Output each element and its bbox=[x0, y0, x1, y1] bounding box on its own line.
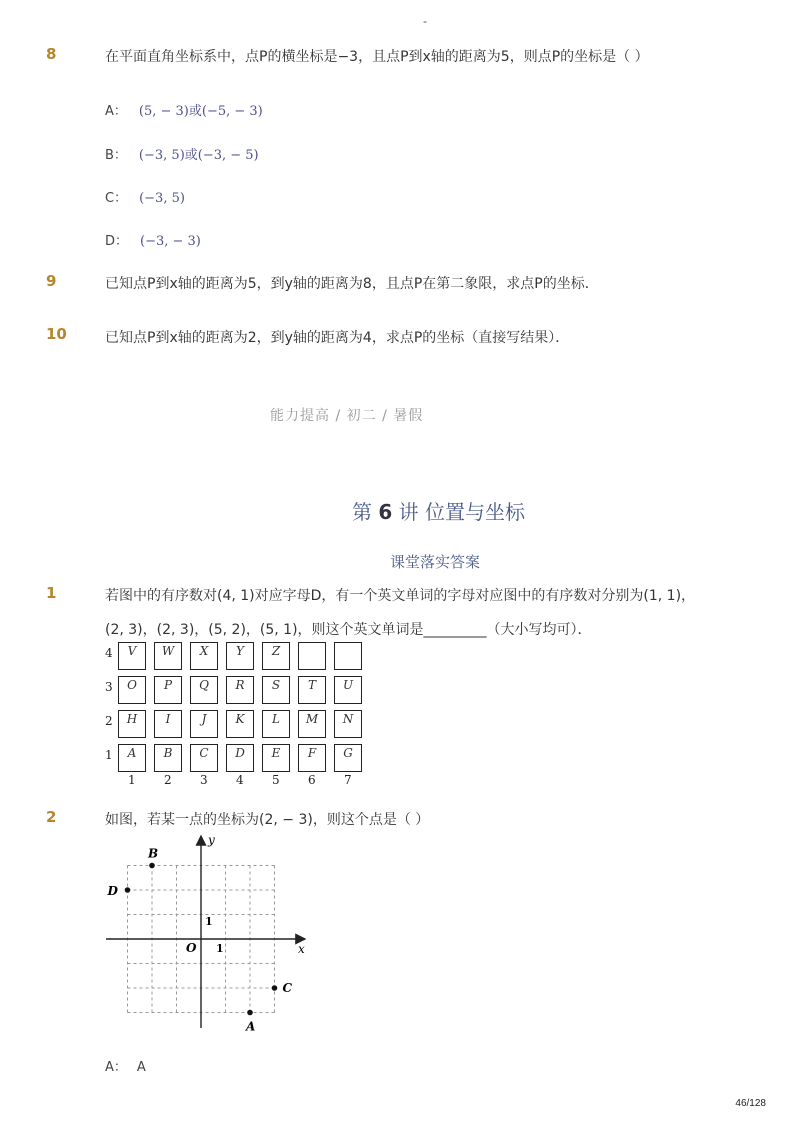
origin-label: O bbox=[186, 941, 197, 955]
grid-cell: S bbox=[262, 676, 290, 704]
question-number: 9 bbox=[46, 272, 57, 290]
grid-col-label: 2 bbox=[164, 773, 172, 787]
point-a bbox=[247, 1010, 253, 1016]
coordinate-figure bbox=[100, 830, 320, 1035]
option-value: (−3, 5)或(−3, − 5) bbox=[138, 148, 259, 163]
grid-cell: X bbox=[190, 642, 218, 670]
grid-cell: E bbox=[262, 744, 290, 772]
grid-row-label: 3 bbox=[105, 680, 113, 694]
grid-cell: Q bbox=[190, 676, 218, 704]
option-value: (−3, 5) bbox=[139, 191, 185, 206]
grid-cell: C bbox=[190, 744, 218, 772]
grid-row-label: 4 bbox=[105, 646, 113, 660]
grid-col-label: 7 bbox=[344, 773, 352, 787]
option-b[interactable] bbox=[105, 144, 259, 163]
answer-label: A： bbox=[105, 1060, 127, 1075]
point-label: A bbox=[246, 1019, 256, 1034]
point-c bbox=[272, 985, 278, 991]
course-subtitle: 能力提高 / 初二 / 暑假 bbox=[270, 408, 424, 424]
question-text: 已知点P到x轴的距离为2，到y轴的距离为4，求点P的坐标（直接写结果）． bbox=[105, 330, 570, 346]
option-label: A： bbox=[105, 104, 127, 119]
grid-cell: Z bbox=[262, 642, 290, 670]
x-axis-label: x bbox=[298, 942, 305, 956]
lecture-suffix: 讲 位置与坐标 bbox=[392, 500, 525, 524]
points-layer bbox=[107, 847, 293, 1034]
option-label: D： bbox=[105, 234, 129, 249]
question-number: 1 bbox=[46, 584, 57, 602]
question-text-line2: (2, 3)，(2, 3)，(5, 2)，(5, 1)，则这个英文单词是_________（大小写均可）． bbox=[105, 622, 592, 638]
grid-cell: R bbox=[226, 676, 254, 704]
grid-cell: M bbox=[298, 710, 326, 738]
question-text-line1: 若图中的有序数对(4, 1)对应字母D，有一个英文单词的字母对应图中的有序数对分别为(1, 1)， bbox=[105, 588, 696, 604]
unit-y-label: 1 bbox=[205, 915, 213, 928]
grid-cell: O bbox=[118, 676, 146, 704]
option-label: C： bbox=[105, 191, 128, 206]
grid-cell: U bbox=[334, 676, 362, 704]
grid-col-label: 3 bbox=[200, 773, 208, 787]
option-c[interactable] bbox=[105, 187, 185, 206]
answer-value: A bbox=[136, 1060, 146, 1075]
unit-x-label: 1 bbox=[216, 942, 224, 955]
page-number: 46/128 bbox=[735, 1098, 766, 1109]
grid-cell: F bbox=[298, 744, 326, 772]
grid-col-label: 5 bbox=[272, 773, 280, 787]
grid-cell: A bbox=[118, 744, 146, 772]
grid-cell: D bbox=[226, 744, 254, 772]
grid-cell: T bbox=[298, 676, 326, 704]
grid-col-label: 6 bbox=[308, 773, 316, 787]
point-label: C bbox=[282, 981, 293, 995]
y-axis-label: y bbox=[208, 833, 215, 847]
page-top-mark: - bbox=[423, 14, 427, 28]
grid-col-label: 4 bbox=[236, 773, 244, 787]
option-a[interactable] bbox=[105, 100, 263, 119]
grid-col-label: 1 bbox=[128, 773, 136, 787]
letter-grid bbox=[100, 642, 380, 787]
grid-cell: V bbox=[118, 642, 146, 670]
point-label: B bbox=[148, 846, 159, 861]
grid-cell: B bbox=[154, 744, 182, 772]
answer-option[interactable] bbox=[105, 1056, 146, 1075]
lecture-prefix: 第 bbox=[352, 500, 379, 524]
section-title: 课堂落实答案 bbox=[390, 553, 481, 571]
question-text: 已知点P到x轴的距离为5，到y轴的距离为8，且点P在第二象限，求点P的坐标． bbox=[105, 276, 599, 292]
grid-row-label: 1 bbox=[105, 748, 113, 762]
option-value: (5, − 3)或(−5, − 3) bbox=[138, 104, 263, 119]
point-label: D bbox=[107, 884, 118, 898]
question-number: 2 bbox=[46, 808, 57, 826]
question-number: 10 bbox=[46, 325, 67, 343]
grid-cell: L bbox=[262, 710, 290, 738]
point-b bbox=[149, 863, 155, 869]
point-d bbox=[125, 887, 131, 893]
grid-row-label: 2 bbox=[105, 714, 113, 728]
grid-cell bbox=[298, 642, 326, 670]
grid-cell: I bbox=[154, 710, 182, 738]
grid-cell: G bbox=[334, 744, 362, 772]
question-text: 在平面直角坐标系中，点P的横坐标是−3，且点P到x轴的距离为5，则点P的坐标是（ ） bbox=[105, 49, 649, 65]
grid-cell: K bbox=[226, 710, 254, 738]
grid-cell: H bbox=[118, 710, 146, 738]
grid-cell: Y bbox=[226, 642, 254, 670]
grid-cell: J bbox=[190, 710, 218, 738]
option-label: B： bbox=[105, 148, 127, 163]
grid-cell: N bbox=[334, 710, 362, 738]
question-text: 如图，若某一点的坐标为(2, − 3)，则这个点是（ ） bbox=[105, 812, 430, 828]
lecture-title bbox=[352, 496, 525, 525]
grid-cell: W bbox=[154, 642, 182, 670]
grid-cell bbox=[334, 642, 362, 670]
option-value: (−3, − 3) bbox=[140, 234, 201, 249]
option-d[interactable] bbox=[105, 230, 201, 249]
question-number: 8 bbox=[46, 45, 57, 63]
grid-cell: P bbox=[154, 676, 182, 704]
lecture-number: 6 bbox=[378, 500, 393, 524]
